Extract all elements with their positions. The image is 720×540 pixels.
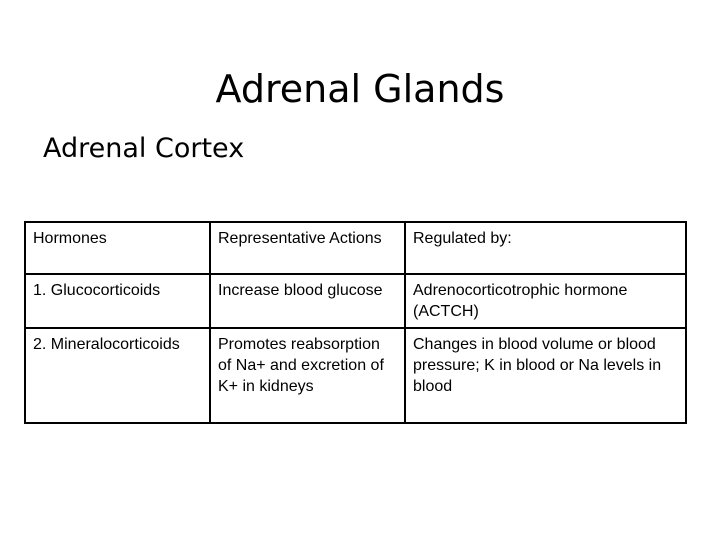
hormone-table — [24, 221, 687, 424]
header-representative-actions: Representative Actions — [210, 222, 405, 274]
regulation-cell: Changes in blood volume or blood pressure; K in blood or Na levels in blood — [405, 328, 686, 423]
action-cell: Increase blood glucose — [210, 274, 405, 328]
regulation-cell: Adrenocorticotrophic hormone (ACTCH) — [405, 274, 686, 328]
header-regulated-by: Regulated by: — [405, 222, 686, 274]
hormone-cell: 1. Glucocorticoids — [25, 274, 210, 328]
table-row — [25, 274, 686, 328]
slide-title: Adrenal Glands — [215, 67, 505, 112]
hormone-cell: 2. Mineralocorticoids — [25, 328, 210, 423]
section-subtitle: Adrenal Cortex — [43, 133, 245, 164]
action-cell: Promotes reabsorption of Na+ and excretion of K+ in kidneys — [210, 328, 405, 423]
table-row — [25, 328, 686, 423]
header-hormones: Hormones — [25, 222, 210, 274]
table-header-row — [25, 222, 686, 274]
